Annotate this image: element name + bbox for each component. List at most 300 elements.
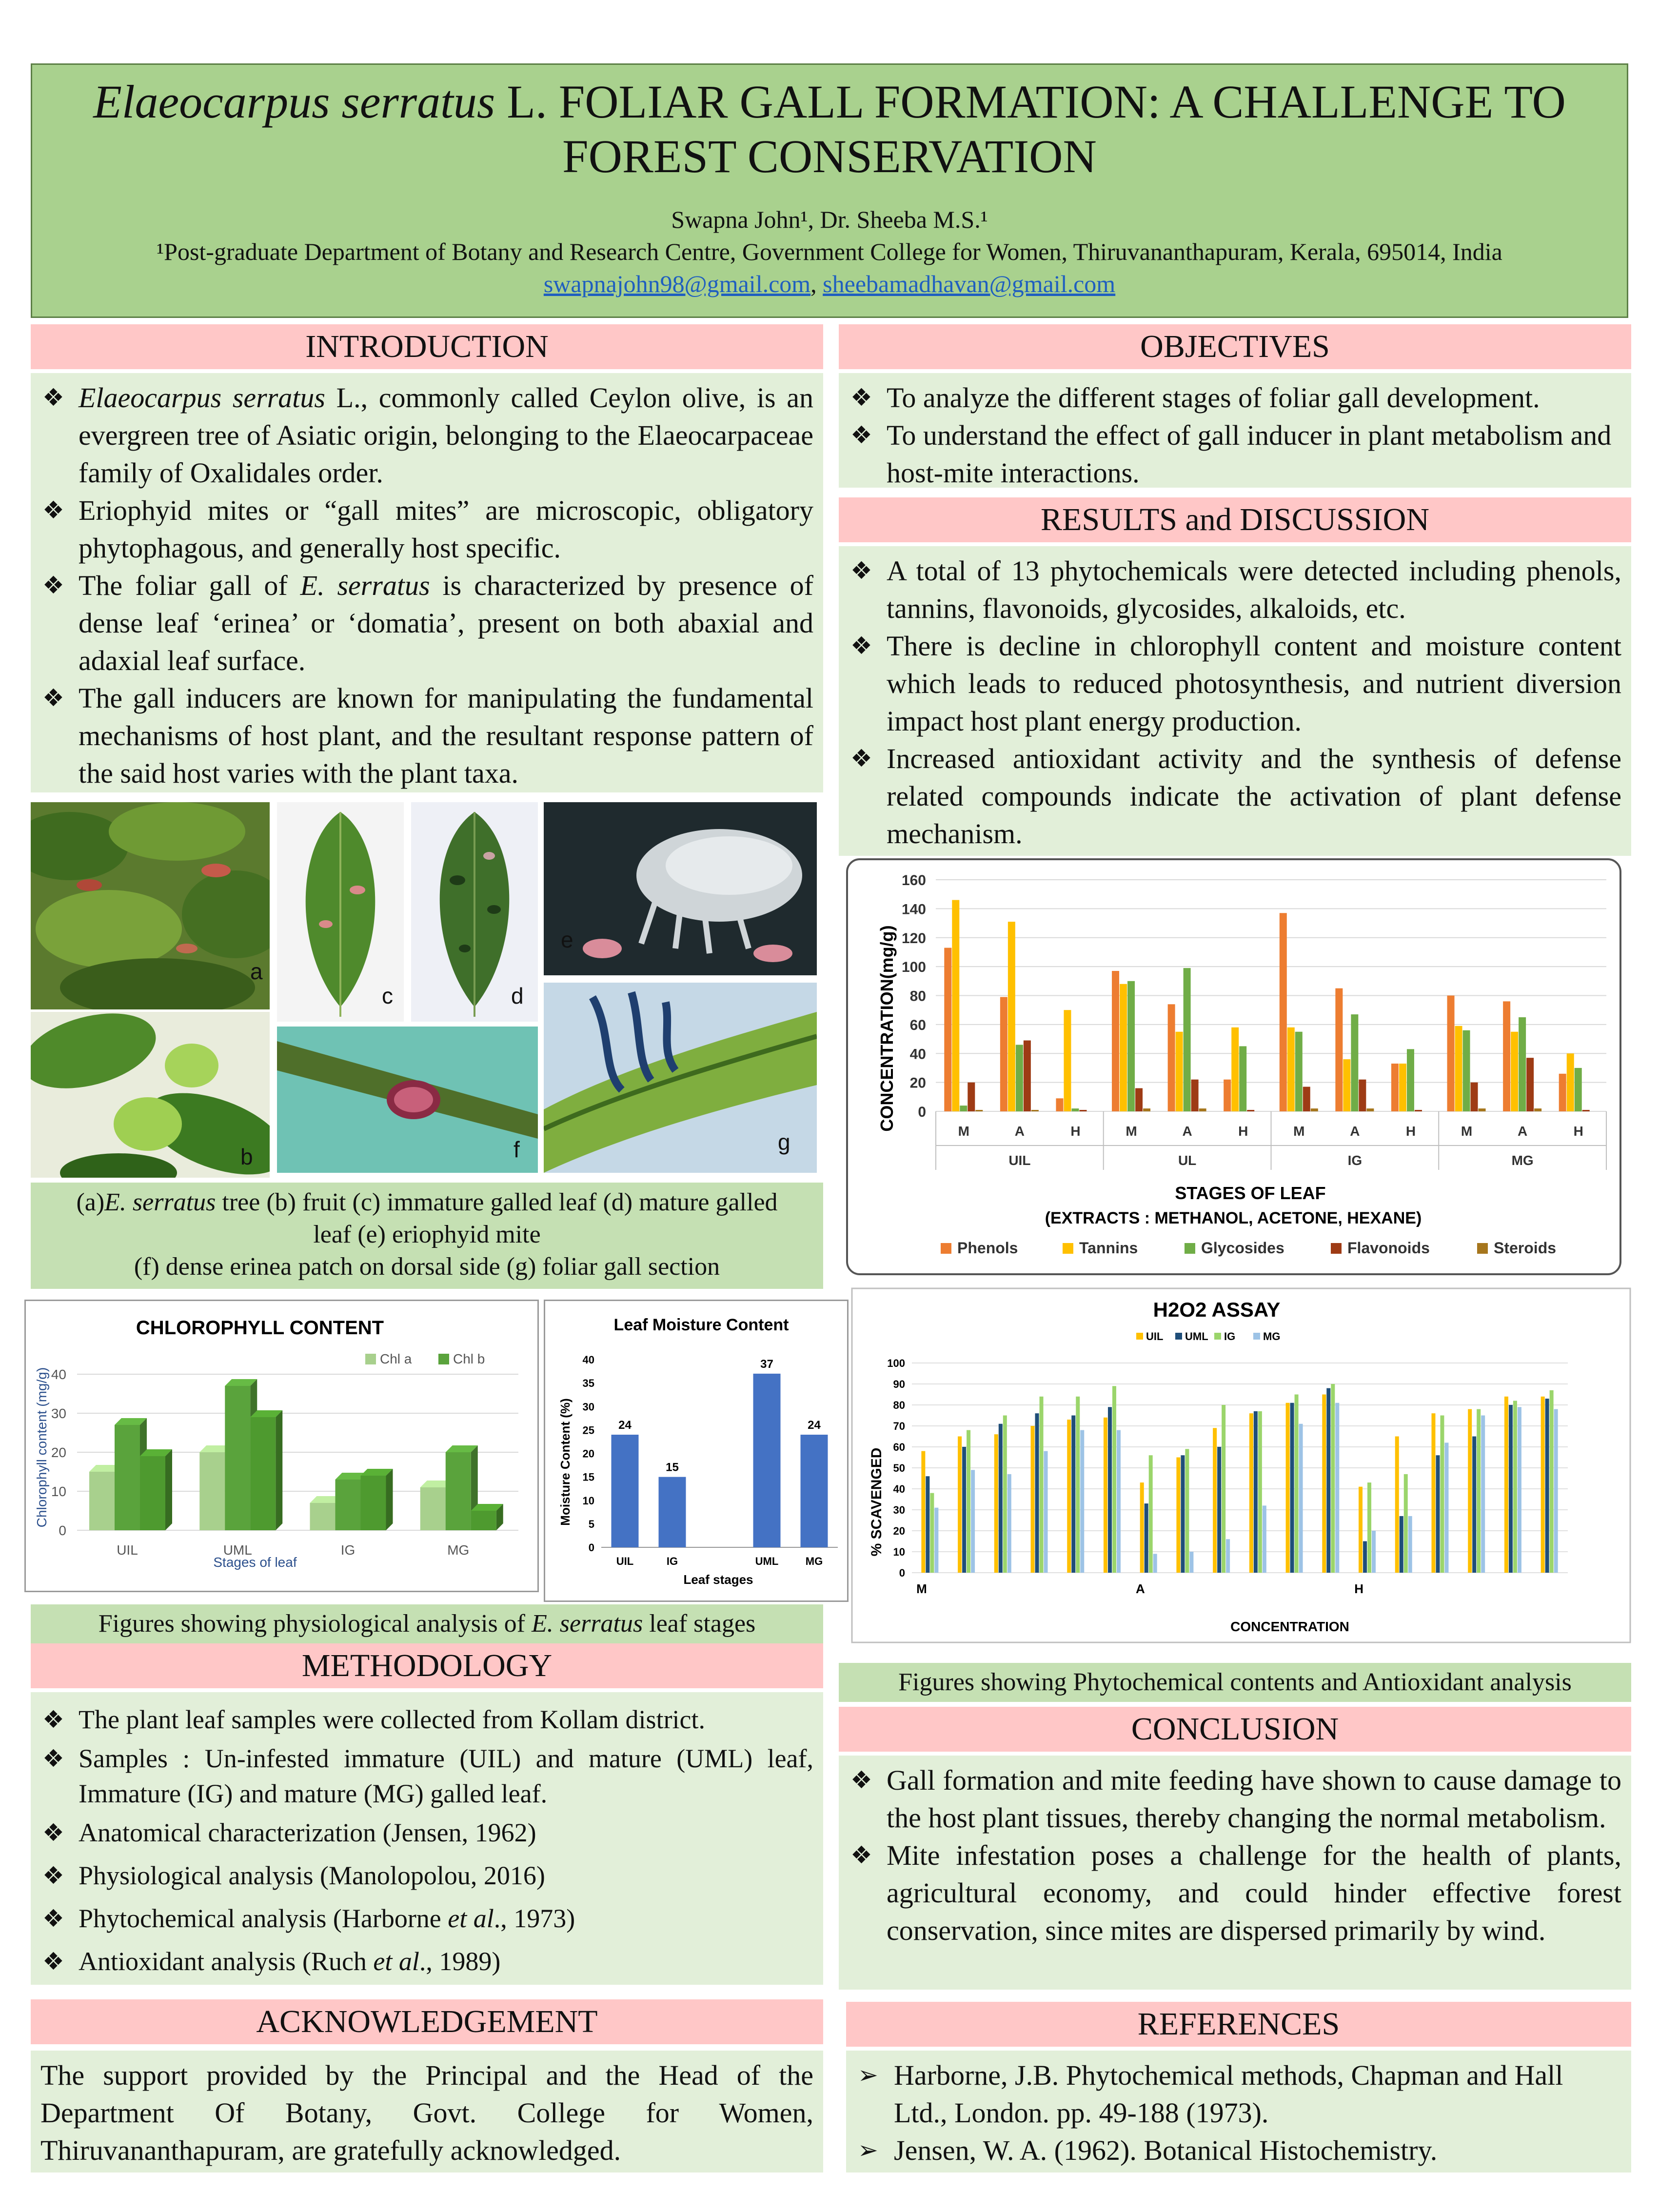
bar — [1372, 1531, 1376, 1573]
chart-title: CHLOROPHYLL CONTENT — [136, 1317, 384, 1339]
bullet-icon: ❖ — [42, 684, 64, 712]
bar — [1526, 1058, 1534, 1111]
legend-swatch — [1477, 1243, 1488, 1254]
x-tick-label: MG — [805, 1555, 823, 1567]
bar — [1280, 913, 1287, 1111]
photo-b-fruit — [31, 1012, 270, 1178]
y-tick-label: 70 — [893, 1420, 905, 1432]
y-axis-label: CONCENTRATION(mg/g) — [877, 925, 897, 1132]
bar — [1391, 1064, 1399, 1111]
bar — [1044, 1451, 1048, 1573]
y-tick-label: 140 — [901, 901, 926, 918]
bullet-icon: ❖ — [42, 1744, 64, 1773]
y-tick-label: 100 — [887, 1357, 905, 1369]
photo-label-e: e — [561, 927, 573, 952]
bullet-icon: ❖ — [850, 1766, 872, 1794]
reference-item-1: ➢ Harborne, J.B. Phytochemical methods, Chapman and Hall Ltd., London. pp. 49-188 (1973). — [856, 2056, 1621, 2132]
y-axis-label: % SCAVENGED — [869, 1447, 885, 1557]
moisture-chart — [544, 1300, 849, 1602]
bar — [1472, 1437, 1476, 1573]
y-tick-label: 20 — [582, 1447, 594, 1460]
bar — [1112, 1386, 1116, 1573]
x-tick-label: H — [1070, 1124, 1081, 1139]
data-label: 37 — [760, 1357, 773, 1371]
bar — [1226, 1539, 1230, 1573]
bar — [1080, 1430, 1084, 1573]
bar — [934, 1508, 938, 1573]
bar — [1359, 1487, 1363, 1573]
bar — [1331, 1384, 1335, 1573]
bullet-icon: ❖ — [42, 1947, 64, 1975]
legend-label-chl-b: Chl b — [453, 1351, 485, 1366]
bullet-icon: ❖ — [850, 1841, 872, 1869]
x-tick-label: A — [1518, 1124, 1528, 1139]
y-axis-label: Moisture Content (%) — [558, 1398, 573, 1526]
x-tick-label: IG — [666, 1555, 678, 1567]
bar — [1395, 1437, 1399, 1573]
bar — [1239, 1046, 1246, 1111]
data-label: 24 — [808, 1419, 821, 1432]
bar — [1176, 1032, 1183, 1111]
authors: Swapna John¹, Dr. Sheeba M.S.¹ — [671, 206, 988, 233]
legend-swatch-chl-a — [365, 1354, 376, 1364]
email-link-1[interactable]: swapnajohn98@gmail.com — [543, 270, 811, 297]
fruit-photo-illustration — [31, 1012, 270, 1178]
results-panel — [839, 546, 1631, 856]
x-axis-label: Stages of leaf — [213, 1555, 297, 1570]
legend-swatch — [1063, 1243, 1073, 1254]
tree-photo-illustration — [31, 802, 270, 1009]
bar — [1031, 1110, 1039, 1111]
result-item-3: ❖ Increased antioxidant activity and the synthesis of defense related compounds indicate the activation of plant defense mechanism. — [849, 740, 1621, 852]
group-label: A — [1135, 1581, 1145, 1596]
gall-section-illustration — [544, 983, 817, 1173]
email-link-2[interactable]: sheebamadhavan@gmail.com — [823, 270, 1116, 297]
bar-side — [386, 1469, 393, 1530]
bar — [115, 1425, 140, 1530]
arrow-bullet-icon: ➢ — [858, 2061, 878, 2089]
introduction-heading: INTRODUCTION — [31, 324, 823, 369]
h2o2-chart-svg — [851, 1287, 1631, 1643]
photo-caption: (a)E. serratus tree (b) fruit (c) immature galled leaf (d) mature galled leaf (e) eriophyid mite (f) dense erinea patch on dorsal side (g) foliar gall section — [31, 1183, 823, 1289]
bar — [1367, 1482, 1371, 1573]
bar — [1258, 1411, 1262, 1573]
bar — [1455, 1026, 1462, 1111]
bar — [336, 1480, 361, 1530]
y-axis-label: Chlorophyll content (mg/g) — [34, 1367, 49, 1528]
bar — [1511, 1032, 1518, 1111]
y-tick-label: 80 — [909, 988, 926, 1005]
mite-sem-illustration — [544, 802, 817, 975]
y-tick-label: 35 — [582, 1377, 594, 1390]
result-item-1: ❖ A total of 13 phytochemicals were detected including phenols, tannins, flavonoids, glycosides, alkaloids, etc. — [849, 552, 1621, 627]
y-tick-label: 0 — [899, 1567, 905, 1579]
conclusion-panel — [839, 1756, 1631, 1990]
legend-label: MG — [1263, 1330, 1281, 1343]
x-tick-label: A — [1182, 1124, 1192, 1139]
chlorophyll-chart-svg — [26, 1301, 537, 1591]
y-tick-label: 160 — [901, 872, 926, 889]
bar — [361, 1476, 386, 1530]
h2o2-chart — [851, 1287, 1631, 1643]
x-tick-label: UIL — [117, 1542, 138, 1558]
bar — [1071, 1108, 1079, 1111]
bar — [1189, 1552, 1193, 1573]
x-tick-label: M — [1461, 1124, 1473, 1139]
bar — [420, 1487, 446, 1530]
bar — [1224, 1080, 1231, 1111]
group-label: MG — [1511, 1153, 1534, 1168]
bar — [994, 1434, 998, 1573]
bar — [1366, 1108, 1374, 1111]
y-tick-label: 30 — [582, 1401, 594, 1413]
legend-label: Tannins — [1079, 1239, 1138, 1257]
bar — [967, 1430, 970, 1573]
reference-item-2: ➢ Jensen, W. A. (1962). Botanical Histochemistry. — [856, 2132, 1621, 2169]
author-block — [32, 203, 1627, 300]
bar — [1400, 1516, 1403, 1573]
introduction-panel — [31, 373, 823, 792]
chart-title: Leaf Moisture Content — [613, 1316, 789, 1334]
acknowledgement-text: The support provided by the Principal and the Head of the Department Of Botany, Govt. College for Women, Thiruvananthapuram, are gratefully acknowledged. — [40, 2059, 813, 2166]
bar — [1513, 1401, 1517, 1573]
bar — [1554, 1409, 1558, 1573]
bar — [1463, 1030, 1470, 1111]
objective-item-1: ❖ To analyze the different stages of foliar gall development. — [849, 379, 1621, 416]
bar — [968, 1083, 975, 1111]
legend-label: Flavonoids — [1347, 1239, 1430, 1257]
bar — [1399, 1064, 1406, 1111]
bar — [1479, 1108, 1486, 1111]
y-tick-label: 5 — [588, 1518, 594, 1530]
acknowledgement-heading: ACKNOWLEDGEMENT — [31, 1999, 823, 2044]
y-tick-label: 90 — [893, 1378, 905, 1390]
x-axis-label: CONCENTRATION — [1230, 1619, 1349, 1634]
y-tick-label: 25 — [582, 1424, 594, 1437]
legend-label: UML — [1185, 1330, 1208, 1343]
x-tick-label: UML — [755, 1555, 779, 1567]
bar — [801, 1435, 828, 1547]
legend-label: UIL — [1146, 1330, 1164, 1343]
bar-side — [165, 1449, 172, 1530]
bullet-icon: ❖ — [42, 383, 64, 412]
bar — [1295, 1395, 1299, 1573]
bar — [1135, 1088, 1143, 1112]
physio-caption: Figures showing physiological analysis of E. serratus leaf stages — [31, 1604, 823, 1643]
bar — [1120, 984, 1127, 1111]
photo-label-f: f — [514, 1137, 520, 1162]
intro-item-2: ❖ Eriophyid mites or “gall mites” are microscopic, obligatory phytophagous, and generally host specific. — [40, 492, 813, 567]
bar — [1143, 1108, 1150, 1111]
x-tick-label: H — [1238, 1124, 1248, 1139]
bar — [962, 1447, 966, 1573]
x-tick-label: A — [1014, 1124, 1025, 1139]
method-item-2: ❖ Samples : Un-infested immature (UIL) and mature (UML) leaf, Immature (IG) and mature (MG) galled leaf. — [40, 1741, 813, 1811]
bar — [1545, 1399, 1549, 1573]
bullet-icon: ❖ — [42, 571, 64, 599]
bar — [1064, 1010, 1071, 1111]
x-axis-label: STAGES OF LEAF — [1175, 1183, 1326, 1203]
bullet-icon: ❖ — [850, 744, 872, 772]
legend-label: IG — [1224, 1330, 1236, 1343]
bullet-icon: ❖ — [850, 421, 872, 449]
bar — [1231, 1027, 1239, 1111]
bar — [1168, 1004, 1175, 1111]
bar — [1222, 1405, 1225, 1573]
photo-label-d: d — [511, 983, 524, 1008]
bar — [1076, 1397, 1080, 1573]
y-tick-label: 40 — [582, 1354, 594, 1366]
bar — [1008, 922, 1015, 1111]
photo-label-c: c — [382, 983, 393, 1008]
legend-swatch — [1185, 1243, 1195, 1254]
bar — [753, 1374, 781, 1547]
y-tick-label: 100 — [901, 959, 926, 976]
bar — [1254, 1411, 1258, 1573]
bar — [1481, 1416, 1485, 1573]
bar — [1007, 1474, 1011, 1573]
bar — [960, 1106, 967, 1111]
bar — [140, 1456, 165, 1530]
methodology-heading: METHODOLOGY — [31, 1643, 823, 1688]
bar — [446, 1452, 471, 1530]
bar — [1079, 1110, 1086, 1111]
erinea-patch-illustration — [277, 1027, 538, 1173]
objectives-heading: OBJECTIVES — [839, 324, 1631, 369]
bar — [225, 1386, 250, 1530]
bar — [199, 1452, 225, 1530]
bar — [1249, 1413, 1253, 1573]
bar — [1477, 1409, 1481, 1573]
x-tick-label: IG — [340, 1542, 356, 1558]
bar — [1518, 1407, 1521, 1573]
photo-c-immature-leaf — [277, 802, 404, 1022]
bar — [1108, 1407, 1112, 1573]
y-tick-label: 20 — [909, 1075, 926, 1091]
bar — [89, 1472, 115, 1530]
bar — [1184, 968, 1191, 1111]
bar — [1447, 996, 1455, 1112]
objective-item-2: ❖ To understand the effect of gall inducer in plant metabolism and host-mite interactions. — [849, 416, 1621, 492]
bar — [1359, 1080, 1366, 1111]
bar — [1295, 1032, 1303, 1111]
method-item-5: ❖ Phytochemical analysis (Harborne et al., 1973) — [40, 1897, 813, 1940]
y-tick-label: 40 — [51, 1367, 66, 1382]
bar — [930, 1493, 934, 1573]
photo-g-gall-section — [544, 983, 817, 1173]
y-tick-label: 0 — [918, 1104, 926, 1120]
bullet-icon: ❖ — [42, 1818, 64, 1847]
bar — [1415, 1110, 1422, 1111]
x-tick-label: H — [1573, 1124, 1583, 1139]
y-tick-label: 60 — [893, 1441, 905, 1453]
x-tick-label: M — [1126, 1124, 1137, 1139]
bar — [1145, 1503, 1148, 1573]
intro-item-1: ❖ Elaeocarpus serratus L., commonly called Ceylon olive, is an evergreen tree of Asiatic origin, belonging to the Elaeocarpaceae family of Oxalidales order. — [40, 379, 813, 492]
phyto-caption: Figures showing Phytochemical contents and Antioxidant analysis — [839, 1663, 1631, 1702]
chart-title: H2O2 ASSAY — [1153, 1298, 1281, 1321]
intro-item-3: ❖ The foliar gall of E. serratus is characterized by presence of dense leaf ‘erinea’ or ‘domatia’, present on both abaxial and adaxial leaf surface. — [40, 567, 813, 679]
bar — [1335, 988, 1343, 1111]
legend-label: Glycosides — [1201, 1239, 1284, 1257]
bar — [921, 1451, 925, 1573]
bar — [1104, 1418, 1107, 1573]
bar — [1541, 1397, 1545, 1573]
bar — [1176, 1458, 1180, 1573]
bar — [1335, 1403, 1339, 1573]
bar — [1407, 1049, 1414, 1111]
emails: swapnajohn98@gmail.com, sheebamadhavan@gmail.com — [543, 270, 1116, 297]
x-axis-label: Leaf stages — [683, 1572, 753, 1587]
x-tick-label: UIL — [616, 1555, 634, 1567]
bullet-icon: ❖ — [850, 556, 872, 585]
y-tick-label: 60 — [909, 1017, 926, 1033]
phytochemical-chart — [846, 858, 1621, 1275]
bar — [1217, 1447, 1221, 1573]
method-item-6: ❖ Antioxidant analysis (Ruch et al., 1989) — [40, 1940, 813, 1983]
x-tick-label: M — [1293, 1124, 1305, 1139]
bar — [1185, 1449, 1189, 1573]
bar — [975, 1110, 983, 1111]
bar — [1343, 1059, 1350, 1111]
x-tick-label: H — [1405, 1124, 1416, 1139]
legend-label: Steroids — [1494, 1239, 1557, 1257]
bullet-icon: ❖ — [42, 496, 64, 524]
bar — [1031, 1426, 1035, 1573]
legend-label: Phenols — [957, 1239, 1018, 1257]
bar — [1117, 1430, 1121, 1573]
bar — [1056, 1098, 1063, 1111]
bar — [1035, 1413, 1039, 1573]
bullet-icon: ❖ — [42, 1861, 64, 1890]
bar — [971, 1470, 975, 1573]
bar — [1436, 1455, 1440, 1573]
bar — [1559, 1074, 1566, 1111]
bar — [1351, 1014, 1358, 1111]
bar — [1181, 1455, 1185, 1573]
bar — [1303, 1087, 1310, 1111]
bar — [926, 1476, 929, 1573]
phytochemical-chart-svg — [848, 860, 1620, 1273]
x-tick-label: MG — [447, 1542, 470, 1558]
bar — [1504, 1397, 1508, 1573]
bar — [612, 1435, 639, 1547]
bar — [1191, 1080, 1199, 1111]
photo-label-g: g — [778, 1129, 790, 1155]
methodology-panel — [31, 1692, 823, 1985]
group-label: UIL — [1008, 1153, 1031, 1168]
moisture-chart-svg — [545, 1301, 847, 1600]
bar — [1567, 1053, 1574, 1111]
intro-item-4: ❖ The gall inducers are known for manipulating the fundamental mechanisms of host plant, and the resultant response pattern of the said host varies with the plant taxa. — [40, 679, 813, 792]
bullet-icon: ❖ — [42, 1904, 64, 1933]
data-label: 15 — [666, 1461, 679, 1474]
legend-swatch — [1136, 1333, 1143, 1340]
x-tick-label: M — [958, 1124, 969, 1139]
y-tick-label: 80 — [893, 1399, 905, 1411]
bar — [1003, 1416, 1007, 1573]
poster-title: Elaeocarpus serratus L. FOLIAR GALL FORMATION: A CHALLENGE TO FOREST CONSERVATION — [93, 76, 1566, 182]
results-heading: RESULTS and DISCUSSION — [839, 497, 1631, 542]
y-tick-label: 0 — [59, 1523, 66, 1538]
photo-label-b: b — [240, 1144, 253, 1169]
y-tick-label: 15 — [582, 1471, 594, 1483]
y-tick-label: 10 — [582, 1494, 594, 1507]
bullet-icon: ❖ — [850, 383, 872, 412]
bar — [1286, 1403, 1290, 1573]
bar — [1247, 1110, 1254, 1111]
bar — [1326, 1388, 1330, 1573]
legend-swatch — [1253, 1333, 1260, 1340]
y-tick-label: 20 — [51, 1445, 66, 1460]
photo-label-a: a — [250, 959, 263, 984]
photo-d-mature-leaf — [411, 802, 538, 1022]
bar — [1199, 1108, 1206, 1111]
bar — [944, 948, 951, 1111]
arrow-bullet-icon: ➢ — [858, 2136, 878, 2164]
bar — [1290, 1403, 1294, 1573]
y-tick-label: 40 — [893, 1483, 905, 1495]
bar — [1016, 1045, 1023, 1111]
bar — [1550, 1390, 1554, 1573]
legend-swatch — [941, 1243, 951, 1254]
objectives-panel — [839, 373, 1631, 488]
bar — [659, 1477, 686, 1547]
method-item-4: ❖ Physiological analysis (Manolopolou, 2016) — [40, 1854, 813, 1897]
bar — [1440, 1416, 1444, 1573]
bar — [1408, 1516, 1412, 1573]
bar — [1213, 1428, 1217, 1573]
bar — [1024, 1041, 1031, 1111]
conclusion-item-1: ❖ Gall formation and mite feeding have shown to cause damage to the host plant tissues, thereby changing the normal metabolism. — [849, 1761, 1621, 1837]
y-tick-label: 40 — [909, 1046, 926, 1063]
photo-a-tree — [31, 802, 270, 1009]
bar — [1112, 971, 1119, 1111]
bar — [1067, 1420, 1071, 1573]
y-tick-label: 0 — [588, 1541, 594, 1554]
bar — [1509, 1405, 1513, 1573]
legend-swatch — [1331, 1243, 1342, 1254]
legend-swatch-chl-b — [438, 1354, 449, 1364]
references-panel — [846, 2051, 1631, 2172]
bar — [1575, 1068, 1582, 1111]
photo-f-erinea-patch — [277, 1027, 538, 1173]
x-axis-sublabel: (EXTRACTS : METHANOL, ACETONE, HEXANE) — [1045, 1209, 1422, 1227]
x-tick-label: A — [1350, 1124, 1360, 1139]
legend-swatch — [1214, 1333, 1221, 1340]
bar — [310, 1503, 336, 1530]
chlorophyll-chart — [24, 1300, 539, 1592]
legend-label-chl-a: Chl a — [380, 1351, 412, 1366]
group-label: H — [1354, 1581, 1364, 1596]
bar — [250, 1417, 276, 1530]
bar — [1311, 1108, 1318, 1111]
conclusion-heading: CONCLUSION — [839, 1707, 1631, 1752]
data-label: 24 — [618, 1419, 632, 1432]
y-tick-label: 50 — [893, 1462, 905, 1474]
bar — [1000, 997, 1007, 1111]
affiliation: ¹Post-graduate Department of Botany and Research Centre, Government College for Women, Thiruvananthapuram, Kerala, 695014, India — [157, 238, 1502, 265]
bar — [1322, 1395, 1326, 1573]
bar — [1287, 1027, 1295, 1111]
bar — [1363, 1541, 1367, 1573]
bar — [1149, 1455, 1153, 1573]
method-item-3: ❖ Anatomical characterization (Jensen, 1962) — [40, 1811, 813, 1854]
bar — [1263, 1505, 1266, 1573]
group-label: M — [916, 1581, 927, 1596]
bar — [1503, 1001, 1510, 1111]
x-tick-label: UML — [223, 1542, 252, 1558]
